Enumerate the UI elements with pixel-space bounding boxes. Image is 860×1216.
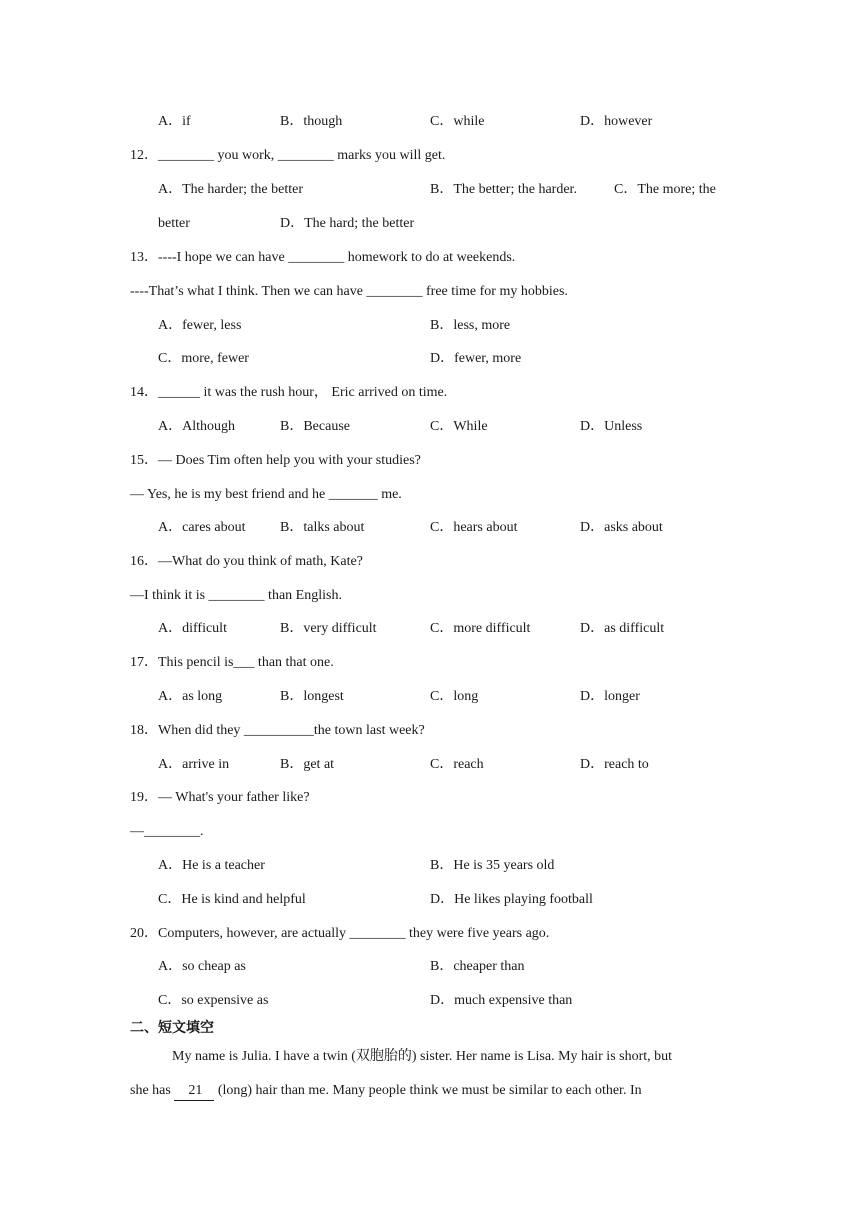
q14-option-a: A．Although	[158, 419, 235, 434]
q18-stem: 18．When did they __________the town last week?	[130, 723, 425, 738]
q19-option-b: B．He is 35 years old	[430, 858, 555, 873]
passage-text: she has	[130, 1083, 171, 1098]
q12-option-b: B．The better; the harder.	[430, 182, 577, 197]
q16-option-a: A．difficult	[158, 621, 227, 636]
q17-option-a: A．as long	[158, 689, 223, 704]
q13-option-a: A．fewer, less	[158, 318, 242, 333]
q11-option-b: B．though	[280, 114, 343, 129]
q14-option-b: B．Because	[280, 419, 350, 434]
q20-stem: 20．Computers, however, are actually ________ they were five years ago.	[130, 926, 550, 941]
q14-stem: 14．______ it was the rush hour， Eric arrived on time.	[130, 385, 448, 400]
q19-stem-reply: —________.	[130, 824, 204, 839]
q11-option-a: A．if	[158, 114, 191, 129]
q18-option-b: B．get at	[280, 757, 335, 772]
q15-option-b: B．talks about	[280, 520, 365, 535]
q15-stem-reply: — Yes, he is my best friend and he _______ me.	[130, 487, 402, 502]
passage-text: (long) hair than me. Many people think we must be similar to each other. In	[217, 1083, 642, 1098]
q11-option-c: C．while	[430, 114, 485, 129]
q16-option-d: D．as difficult	[580, 621, 665, 636]
q15-option-c: C．hears about	[430, 520, 518, 535]
q13-option-b: B．less, more	[430, 318, 511, 333]
passage-line-1: My name is Julia. I have a twin (双胞胎的) sister. Her name is Lisa. My hair is short, but	[172, 1049, 673, 1064]
q15-stem: 15．— Does Tim often help you with your studies?	[130, 453, 421, 468]
q20-option-c: C．so expensive as	[158, 993, 269, 1008]
q12-option-c: C．The more; the	[614, 182, 716, 197]
q19-option-a: A．He is a teacher	[158, 858, 265, 873]
q13-stem-reply: ----That’s what I think. Then we can have ________ free time for my hobbies.	[130, 284, 568, 299]
q19-option-c: C．He is kind and helpful	[158, 892, 306, 907]
q12-option-c-cont: better	[158, 216, 190, 231]
q15-option-a: A．cares about	[158, 520, 246, 535]
q17-option-c: C．long	[430, 689, 479, 704]
section-heading: 二、短文填空	[130, 1020, 214, 1036]
blank-21[interactable]: 21	[174, 1082, 214, 1101]
q16-stem: 16．—What do you think of math, Kate?	[130, 554, 363, 569]
q18-option-a: A．arrive in	[158, 757, 230, 772]
q14-option-c: C．While	[430, 419, 488, 434]
q16-option-b: B．very difficult	[280, 621, 377, 636]
q19-stem: 19．— What's your father like?	[130, 790, 310, 805]
q15-option-d: D．asks about	[580, 520, 663, 535]
q18-option-d: D．reach to	[580, 757, 649, 772]
q14-option-d: D．Unless	[580, 419, 643, 434]
q16-stem-reply: —I think it is ________ than English.	[130, 588, 342, 603]
q17-option-d: D．longer	[580, 689, 640, 704]
q13-option-c: C．more, fewer	[158, 351, 249, 366]
q17-stem: 17．This pencil is___ than that one.	[130, 655, 334, 670]
q20-option-d: D．much expensive than	[430, 993, 573, 1008]
q13-stem: 13．----I hope we can have ________ homework to do at weekends.	[130, 250, 516, 265]
q19-option-d: D．He likes playing football	[430, 892, 593, 907]
q16-option-c: C．more difficult	[430, 621, 531, 636]
q17-option-b: B．longest	[280, 689, 344, 704]
q12-option-d: D．The hard; the better	[280, 216, 415, 231]
q11-option-d: D．however	[580, 114, 653, 129]
q20-option-b: B．cheaper than	[430, 959, 525, 974]
q20-option-a: A．so cheap as	[158, 959, 246, 974]
q13-option-d: D．fewer, more	[430, 351, 522, 366]
passage-line-2	[130, 1082, 642, 1101]
q12-option-a: A．The harder; the better	[158, 182, 303, 197]
q12-stem: 12．________ you work, ________ marks you will get.	[130, 148, 446, 163]
q18-option-c: C．reach	[430, 757, 484, 772]
